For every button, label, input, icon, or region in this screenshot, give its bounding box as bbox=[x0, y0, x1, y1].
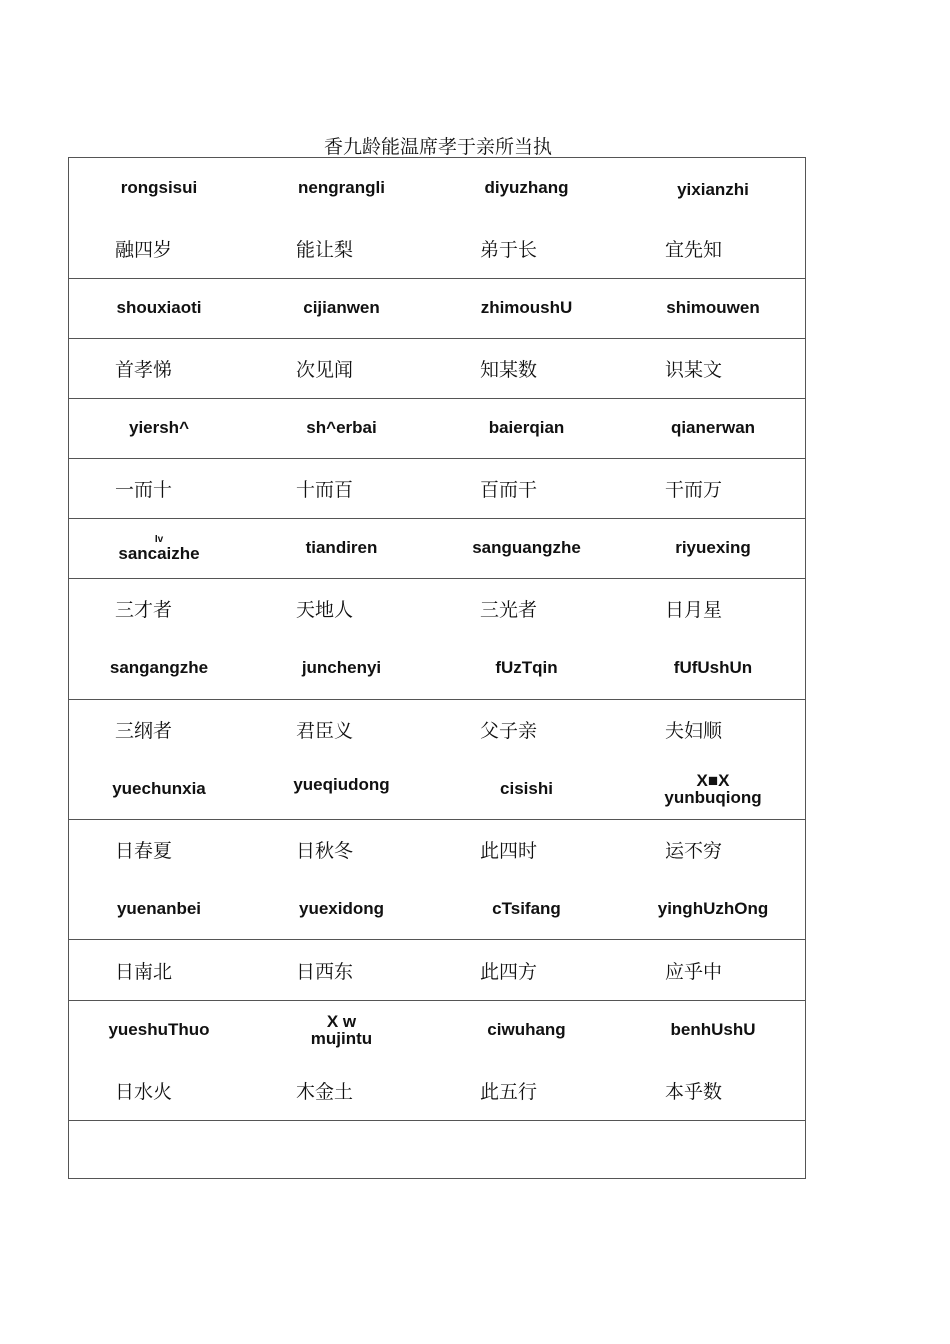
pinyin-cell: riyuexing bbox=[675, 538, 751, 557]
pinyin-cell: cTsifang bbox=[492, 899, 561, 918]
pinyin-text: sancaizhe bbox=[118, 543, 200, 563]
hanzi-cell: 木金土 bbox=[296, 1080, 354, 1103]
pinyin-cell: diyuzhang bbox=[484, 178, 569, 197]
hanzi-cell: 本乎数 bbox=[665, 1080, 723, 1103]
hanzi-cell: 三纲者 bbox=[115, 719, 173, 742]
hanzi-cell: 此四时 bbox=[480, 839, 538, 862]
stray-mark: Iv bbox=[154, 533, 164, 545]
hanzi-cell: 天地人 bbox=[296, 598, 354, 621]
pinyin-cell: yueqiudong bbox=[293, 775, 390, 794]
pinyin-cell: yuexidong bbox=[298, 899, 384, 918]
hanzi-cell: 次见闻 bbox=[296, 358, 354, 381]
pinyin-table bbox=[68, 157, 806, 1179]
hanzi-row bbox=[69, 218, 805, 278]
pinyin-cell: shouxiaoti bbox=[116, 298, 202, 317]
hanzi-cell: 父子亲 bbox=[480, 719, 538, 742]
pinyin-text: yunbuqiong bbox=[664, 788, 762, 807]
pinyin-cell: cijianwen bbox=[303, 298, 380, 317]
hanzi-cell: 融四岁 bbox=[115, 238, 173, 261]
hanzi-cell: 干而万 bbox=[665, 478, 723, 501]
pinyin-cell: yuenanbei bbox=[116, 899, 202, 918]
hanzi-cell: 运不穷 bbox=[665, 839, 723, 862]
hanzi-cell: 百而干 bbox=[480, 478, 538, 501]
pinyin-row bbox=[69, 518, 805, 578]
hanzi-row bbox=[69, 578, 805, 638]
pinyin-cell: yinghUzhOng bbox=[657, 899, 769, 918]
pinyin-cell: yuechunxia bbox=[112, 779, 206, 798]
stray-mark: X■X bbox=[696, 771, 730, 790]
pinyin-cell: rongsisui bbox=[120, 178, 198, 197]
pinyin-cell bbox=[69, 518, 249, 578]
hanzi-cell: 夫妇顺 bbox=[665, 719, 723, 742]
hanzi-cell: 此五行 bbox=[480, 1080, 538, 1103]
hanzi-cell: 日西东 bbox=[296, 960, 354, 983]
pinyin-row bbox=[69, 158, 805, 218]
hanzi-cell: 应乎中 bbox=[665, 960, 723, 983]
page-title: 香九龄能温席孝于亲所当执 bbox=[323, 136, 552, 158]
pinyin-row bbox=[69, 759, 805, 819]
hanzi-row bbox=[69, 458, 805, 518]
hanzi-row bbox=[69, 940, 805, 1000]
pinyin-text: mujintu bbox=[310, 1029, 373, 1048]
hanzi-cell: 君臣义 bbox=[296, 719, 354, 742]
pinyin-row bbox=[69, 1000, 805, 1060]
pinyin-cell: nengrangli bbox=[298, 178, 385, 197]
hanzi-cell: 能让梨 bbox=[296, 238, 354, 261]
pinyin-row bbox=[69, 398, 805, 458]
pinyin-cell bbox=[619, 759, 807, 819]
pinyin-cell: fUfUshUn bbox=[673, 658, 753, 677]
hanzi-row bbox=[69, 699, 805, 759]
hanzi-cell: 识某文 bbox=[665, 358, 723, 381]
pinyin-row bbox=[69, 638, 805, 698]
pinyin-cell: benhUshU bbox=[670, 1020, 756, 1039]
hanzi-row bbox=[69, 1060, 805, 1120]
hanzi-cell: 日春夏 bbox=[115, 839, 173, 862]
pinyin-cell: shimouwen bbox=[666, 298, 760, 317]
pinyin-cell: sanguangzhe bbox=[472, 538, 581, 557]
hanzi-row bbox=[69, 338, 805, 398]
hanzi-cell: 十而百 bbox=[296, 478, 354, 501]
pinyin-cell: fUzTqin bbox=[495, 658, 558, 677]
hanzi-cell: 一而十 bbox=[115, 478, 173, 501]
hanzi-cell: 三光者 bbox=[480, 598, 538, 621]
stray-mark: X w bbox=[326, 1012, 357, 1031]
hanzi-cell: 弟于长 bbox=[480, 238, 538, 261]
pinyin-row bbox=[69, 879, 805, 939]
pinyin-cell: sh^erbai bbox=[306, 418, 377, 437]
hanzi-row bbox=[69, 819, 805, 879]
pinyin-cell: yiersh^ bbox=[128, 418, 189, 437]
pinyin-row bbox=[69, 278, 805, 338]
hanzi-cell: 日月星 bbox=[665, 598, 723, 621]
hanzi-cell: 此四方 bbox=[480, 960, 538, 983]
pinyin-cell: tiandiren bbox=[305, 538, 378, 557]
pinyin-cell: cisishi bbox=[500, 779, 553, 798]
hanzi-cell: 宜先知 bbox=[665, 238, 723, 261]
hanzi-cell: 日秋冬 bbox=[296, 839, 354, 862]
pinyin-cell: ciwuhang bbox=[487, 1020, 566, 1039]
pinyin-cell: zhimoushU bbox=[480, 298, 573, 317]
hanzi-cell: 知某数 bbox=[480, 358, 538, 381]
pinyin-cell bbox=[249, 1000, 434, 1060]
pinyin-cell: baierqian bbox=[488, 418, 565, 437]
empty-row bbox=[69, 1120, 805, 1180]
pinyin-cell: qianerwan bbox=[670, 418, 756, 437]
pinyin-cell: sangangzhe bbox=[109, 658, 209, 677]
hanzi-cell: 三才者 bbox=[115, 598, 173, 621]
pinyin-cell: junchenyi bbox=[301, 658, 382, 677]
hanzi-cell: 日水火 bbox=[115, 1080, 173, 1103]
hanzi-cell: 日南北 bbox=[115, 960, 173, 983]
pinyin-cell: yueshuThuo bbox=[108, 1020, 210, 1039]
hanzi-cell: 首孝悌 bbox=[115, 358, 173, 381]
pinyin-cell: yixianzhi bbox=[677, 180, 749, 199]
